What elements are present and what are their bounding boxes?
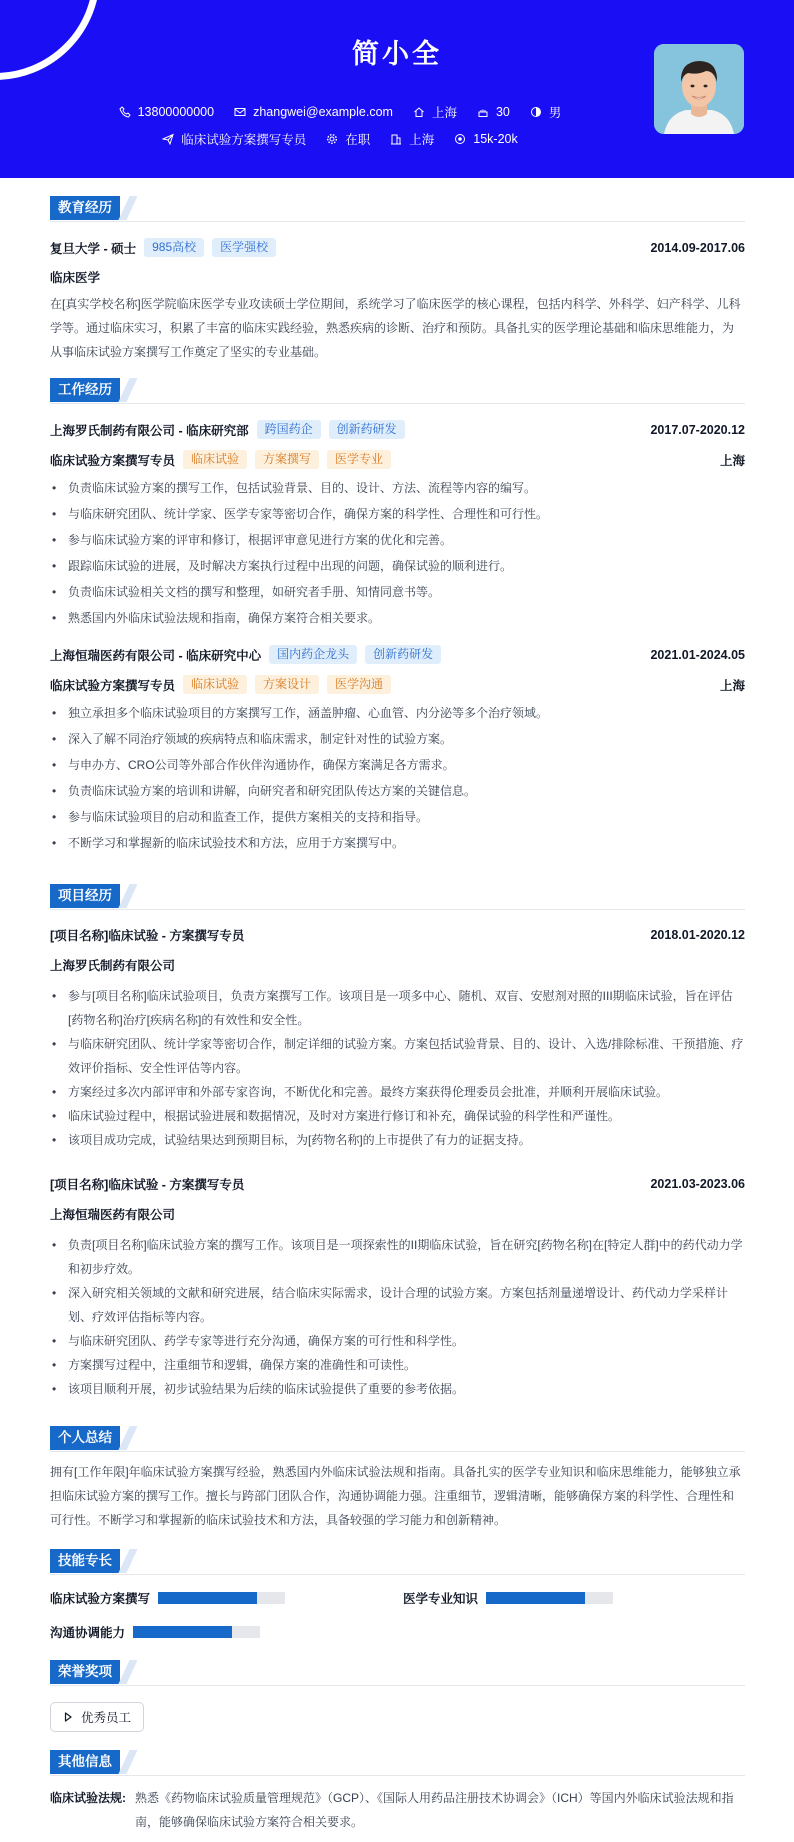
status-item bbox=[326, 130, 370, 148]
role-tag: 临床试验 bbox=[183, 450, 247, 469]
profile-photo bbox=[654, 44, 744, 134]
skill-item bbox=[50, 1589, 285, 1607]
section-badge: 工作经历 bbox=[50, 378, 120, 402]
age-icon bbox=[477, 106, 489, 118]
major-name: 临床医学 bbox=[50, 271, 101, 285]
contact-row bbox=[0, 103, 680, 121]
skill-name: 临床试验方案撰写 bbox=[50, 1592, 151, 1606]
section-badge: 教育经历 bbox=[50, 196, 120, 220]
skill-bar-fill bbox=[133, 1626, 232, 1638]
role-tag: 方案撰写 bbox=[255, 450, 319, 469]
job-role: 临床试验方案撰写专员 bbox=[50, 678, 176, 693]
phone-icon bbox=[119, 106, 131, 118]
project-name: [项目名称]临床试验 - 方案撰写专员 bbox=[50, 929, 245, 943]
project-details-list bbox=[50, 1233, 745, 1401]
job-company-row bbox=[50, 645, 745, 664]
project-date: 2018.01-2020.12 bbox=[650, 928, 745, 942]
projects-title bbox=[50, 884, 745, 910]
list-item: • 独立承担多个临床试验项目的方案撰写工作，涵盖肿瘤、心血管、内分泌等多个治疗领域。 bbox=[50, 701, 745, 725]
target-city-item bbox=[390, 130, 434, 148]
education-row bbox=[50, 238, 745, 257]
summary-text: 拥有[工作年限]年临床试验方案撰写经验，熟悉国内外临床试验法规和指南。具备扎实的医学专业知识和临床思维能力，能够独立承担临床试验方案的撰写工作。擅长与跨部门团队合作，沟通协调能力强。注重细节，逻辑清晰，能够确保方案的科学性、合理性和可行性。不断学习和掌握新的临床试验技术和方法，具备较强的学习能力和创新精神。 bbox=[50, 1465, 741, 1527]
list-item: • 参与临床试验项目的启动和监查工作，提供方案相关的支持和指导。 bbox=[50, 805, 745, 829]
company-name: 上海罗氏制药有限公司 - 临床研究部 bbox=[50, 423, 249, 438]
list-item: • 与申办方、CRO公司等外部合作伙伴沟通协作，确保方案满足各方需求。 bbox=[50, 753, 745, 777]
summary-section bbox=[50, 1426, 745, 1527]
list-item: • 不断学习和掌握新的临床试验技术和方法，应用于方案撰写中。 bbox=[50, 831, 745, 855]
list-item: • 与临床研究团队、统计学家、医学专家等密切合作，确保方案的科学性、合理性和可行性。 bbox=[50, 502, 745, 526]
project-company: 上海罗氏制药有限公司 bbox=[50, 959, 176, 973]
job-role-row bbox=[50, 675, 745, 694]
skill-bar bbox=[133, 1626, 260, 1638]
project-date: 2021.03-2023.06 bbox=[650, 1177, 745, 1191]
summary-title bbox=[50, 1426, 745, 1452]
other-section bbox=[50, 1750, 745, 1829]
salary-item bbox=[454, 130, 517, 148]
education-section bbox=[50, 196, 745, 359]
role-tag: 医学专业 bbox=[327, 450, 391, 469]
company-name: 上海恒瑞医药有限公司 - 临床研究中心 bbox=[50, 648, 262, 663]
role-tag: 方案设计 bbox=[255, 675, 319, 694]
list-item: • 临床试验过程中，根据试验进展和数据情况，及时对方案进行修订和补充，确保试验的科学性和严谨性。 bbox=[50, 1104, 745, 1128]
gear-icon bbox=[326, 133, 338, 145]
project-company: 上海恒瑞医药有限公司 bbox=[50, 1208, 176, 1222]
list-item: • 与临床研究团队、药学专家等进行充分沟通，确保方案的可行性和科学性。 bbox=[50, 1329, 745, 1353]
company-tag: 国内药企龙头 bbox=[269, 645, 357, 664]
skill-name: 沟通协调能力 bbox=[50, 1626, 126, 1640]
candidate-name: 简小全 bbox=[352, 39, 442, 69]
list-item: • 参与[项目名称]临床试验项目，负责方案撰写工作。该项目是一项多中心、随机、双盲、安慰剂对照的III期临床试验，旨在评估[药物名称]治疗[疾病名称]的有效性和安全性。 bbox=[50, 984, 745, 1032]
school-name: 复旦大学 - 硕士 bbox=[50, 241, 137, 256]
job-role-row bbox=[50, 450, 745, 469]
section-badge: 项目经历 bbox=[50, 884, 120, 908]
work-section bbox=[50, 378, 745, 850]
education-title bbox=[50, 196, 745, 222]
email-text: zhangwei@example.com bbox=[253, 105, 393, 119]
list-item: • 负责临床试验方案的撰写工作，包括试验背景、目的、设计、方法、流程等内容的编写。 bbox=[50, 476, 745, 500]
major-row bbox=[50, 268, 745, 286]
list-item: • 深入了解不同治疗领域的疾病特点和临床需求，制定针对性的试验方案。 bbox=[50, 727, 745, 751]
gender-icon bbox=[530, 106, 542, 118]
gender-text: 男 bbox=[548, 106, 562, 120]
other-title bbox=[50, 1750, 745, 1776]
resume-header bbox=[0, 0, 794, 178]
project-row bbox=[50, 926, 745, 944]
section-badge: 其他信息 bbox=[50, 1750, 120, 1774]
list-item: • 该项目顺利开展，初步试验结果为后续的临床试验提供了重要的参考依据。 bbox=[50, 1377, 745, 1401]
job-date: 2017.07-2020.12 bbox=[650, 422, 745, 437]
position-item bbox=[162, 130, 306, 148]
job-company-row bbox=[50, 420, 745, 439]
skill-bar bbox=[486, 1592, 613, 1604]
section-badge: 个人总结 bbox=[50, 1426, 120, 1450]
skills-section bbox=[50, 1549, 745, 1640]
project-company-row bbox=[50, 1205, 745, 1223]
skill-bar-fill bbox=[486, 1592, 585, 1604]
list-item: • 熟悉国内外临床试验法规和指南，确保方案符合相关要求。 bbox=[50, 606, 745, 630]
home-icon bbox=[413, 106, 425, 118]
education-description: 在[真实学校名称]医学院临床医学专业攻读硕士学位期间，系统学习了临床医学的核心课程，包括内科学、外科学、妇产科学、儿科学等。通过临床实习，积累了丰富的临床实践经验，熟悉疾病的诊断、治疗和预防。具备扎实的医学理论基础和临床思维能力，为从事临床试验方案撰写工作奠定了坚实的专业基础。 bbox=[50, 297, 741, 359]
gender-item bbox=[530, 103, 562, 121]
job-duties-list bbox=[50, 476, 745, 632]
job-duties-list bbox=[50, 701, 745, 857]
company-tag: 创新药研发 bbox=[365, 645, 441, 664]
role-tag: 医学沟通 bbox=[327, 675, 391, 694]
list-item: • 该项目成功完成，试验结果达到预期目标，为[药物名称]的上市提供了有力的证据支持。 bbox=[50, 1128, 745, 1152]
list-item: • 负责临床试验方案的培训和讲解，向研究者和研究团队传达方案的关键信息。 bbox=[50, 779, 745, 803]
job-intent-row bbox=[0, 130, 680, 148]
school-tag: 985高校 bbox=[144, 238, 204, 257]
position-text: 临床试验方案撰写专员 bbox=[181, 133, 307, 147]
project-details-list bbox=[50, 984, 745, 1152]
skill-item bbox=[403, 1589, 613, 1607]
send-icon bbox=[162, 133, 174, 145]
age-text: 30 bbox=[495, 105, 510, 119]
city-item bbox=[413, 103, 457, 121]
status-text: 在职 bbox=[345, 133, 371, 147]
honors-section bbox=[50, 1660, 745, 1725]
section-badge: 荣誉奖项 bbox=[50, 1660, 120, 1684]
age-item bbox=[477, 103, 510, 121]
project-row bbox=[50, 1175, 745, 1193]
honors-title bbox=[50, 1660, 745, 1686]
honor-name: 优秀员工 bbox=[81, 1711, 132, 1725]
project-name: [项目名称]临床试验 - 方案撰写专员 bbox=[50, 1178, 245, 1192]
other-label: 临床试验法规: bbox=[50, 1791, 126, 1805]
skill-bar-fill bbox=[158, 1592, 257, 1604]
role-tag: 临床试验 bbox=[183, 675, 247, 694]
list-item: • 深入研究相关领域的文献和研究进展，结合临床实际需求，设计合理的试验方案。方案包括剂量递增设计、药代动力学采样计划、疗效评估指标等内容。 bbox=[50, 1281, 745, 1329]
school-tag: 医学强校 bbox=[212, 238, 276, 257]
building-icon bbox=[390, 133, 402, 145]
skills-title bbox=[50, 1549, 745, 1575]
section-badge: 技能专长 bbox=[50, 1549, 120, 1573]
mail-icon bbox=[234, 106, 246, 118]
job-role: 临床试验方案撰写专员 bbox=[50, 453, 176, 468]
job-location: 上海 bbox=[719, 678, 745, 693]
other-info bbox=[50, 1786, 745, 1834]
list-item: • 方案经过多次内部评审和外部专家咨询，不断优化和完善。最终方案获得伦理委员会批准，并顺利开展临床试验。 bbox=[50, 1080, 745, 1104]
project-company-row bbox=[50, 956, 745, 974]
salary-text: 15k-20k bbox=[473, 132, 518, 146]
other-text: 熟悉《药物临床试验质量管理规范》（GCP）、《国际人用药品注册技术协调会》（ICH）等国内外临床试验法规和指南，能够确保临床试验方案符合相关要求。 bbox=[135, 1791, 734, 1829]
job-location: 上海 bbox=[719, 453, 745, 468]
skill-bar bbox=[158, 1592, 285, 1604]
list-item: • 负责[项目名称]临床试验方案的撰写工作。该项目是一项探索性的II期临床试验，旨在研究[药物名称]在[特定人群]中的药代动力学和初步疗效。 bbox=[50, 1233, 745, 1281]
list-item: • 与临床研究团队、统计学家等密切合作，制定详细的试验方案。方案包括试验背景、目的、设计、入选/排除标准、干预措施、疗效评价指标、安全性评估等内容。 bbox=[50, 1032, 745, 1080]
company-tag: 创新药研发 bbox=[329, 420, 405, 439]
play-icon bbox=[63, 1712, 73, 1722]
list-item: • 跟踪临床试验的进展，及时解决方案执行过程中出现的问题，确保试验的顺利进行。 bbox=[50, 554, 745, 578]
target-city-text: 上海 bbox=[409, 133, 435, 147]
work-title bbox=[50, 378, 745, 404]
projects-section bbox=[50, 884, 745, 1396]
skill-name: 医学专业知识 bbox=[403, 1592, 479, 1606]
coin-icon bbox=[454, 133, 466, 145]
email-item bbox=[234, 103, 393, 121]
list-item: • 参与临床试验方案的评审和修订，根据评审意见进行方案的优化和完善。 bbox=[50, 528, 745, 552]
list-item: • 方案撰写过程中，注重细节和逻辑，确保方案的准确性和可读性。 bbox=[50, 1353, 745, 1377]
list-item: • 负责临床试验相关文档的撰写和整理，如研究者手册、知情同意书等。 bbox=[50, 580, 745, 604]
education-date: 2014.09-2017.06 bbox=[650, 240, 745, 255]
skill-item bbox=[50, 1623, 260, 1641]
phone-text: 13800000000 bbox=[137, 105, 215, 119]
phone-item bbox=[119, 103, 214, 121]
avatar-illustration bbox=[654, 44, 744, 134]
job-date: 2021.01-2024.05 bbox=[650, 647, 745, 662]
honor-item bbox=[50, 1702, 144, 1732]
city-text: 上海 bbox=[431, 106, 457, 120]
company-tag: 跨国药企 bbox=[257, 420, 321, 439]
